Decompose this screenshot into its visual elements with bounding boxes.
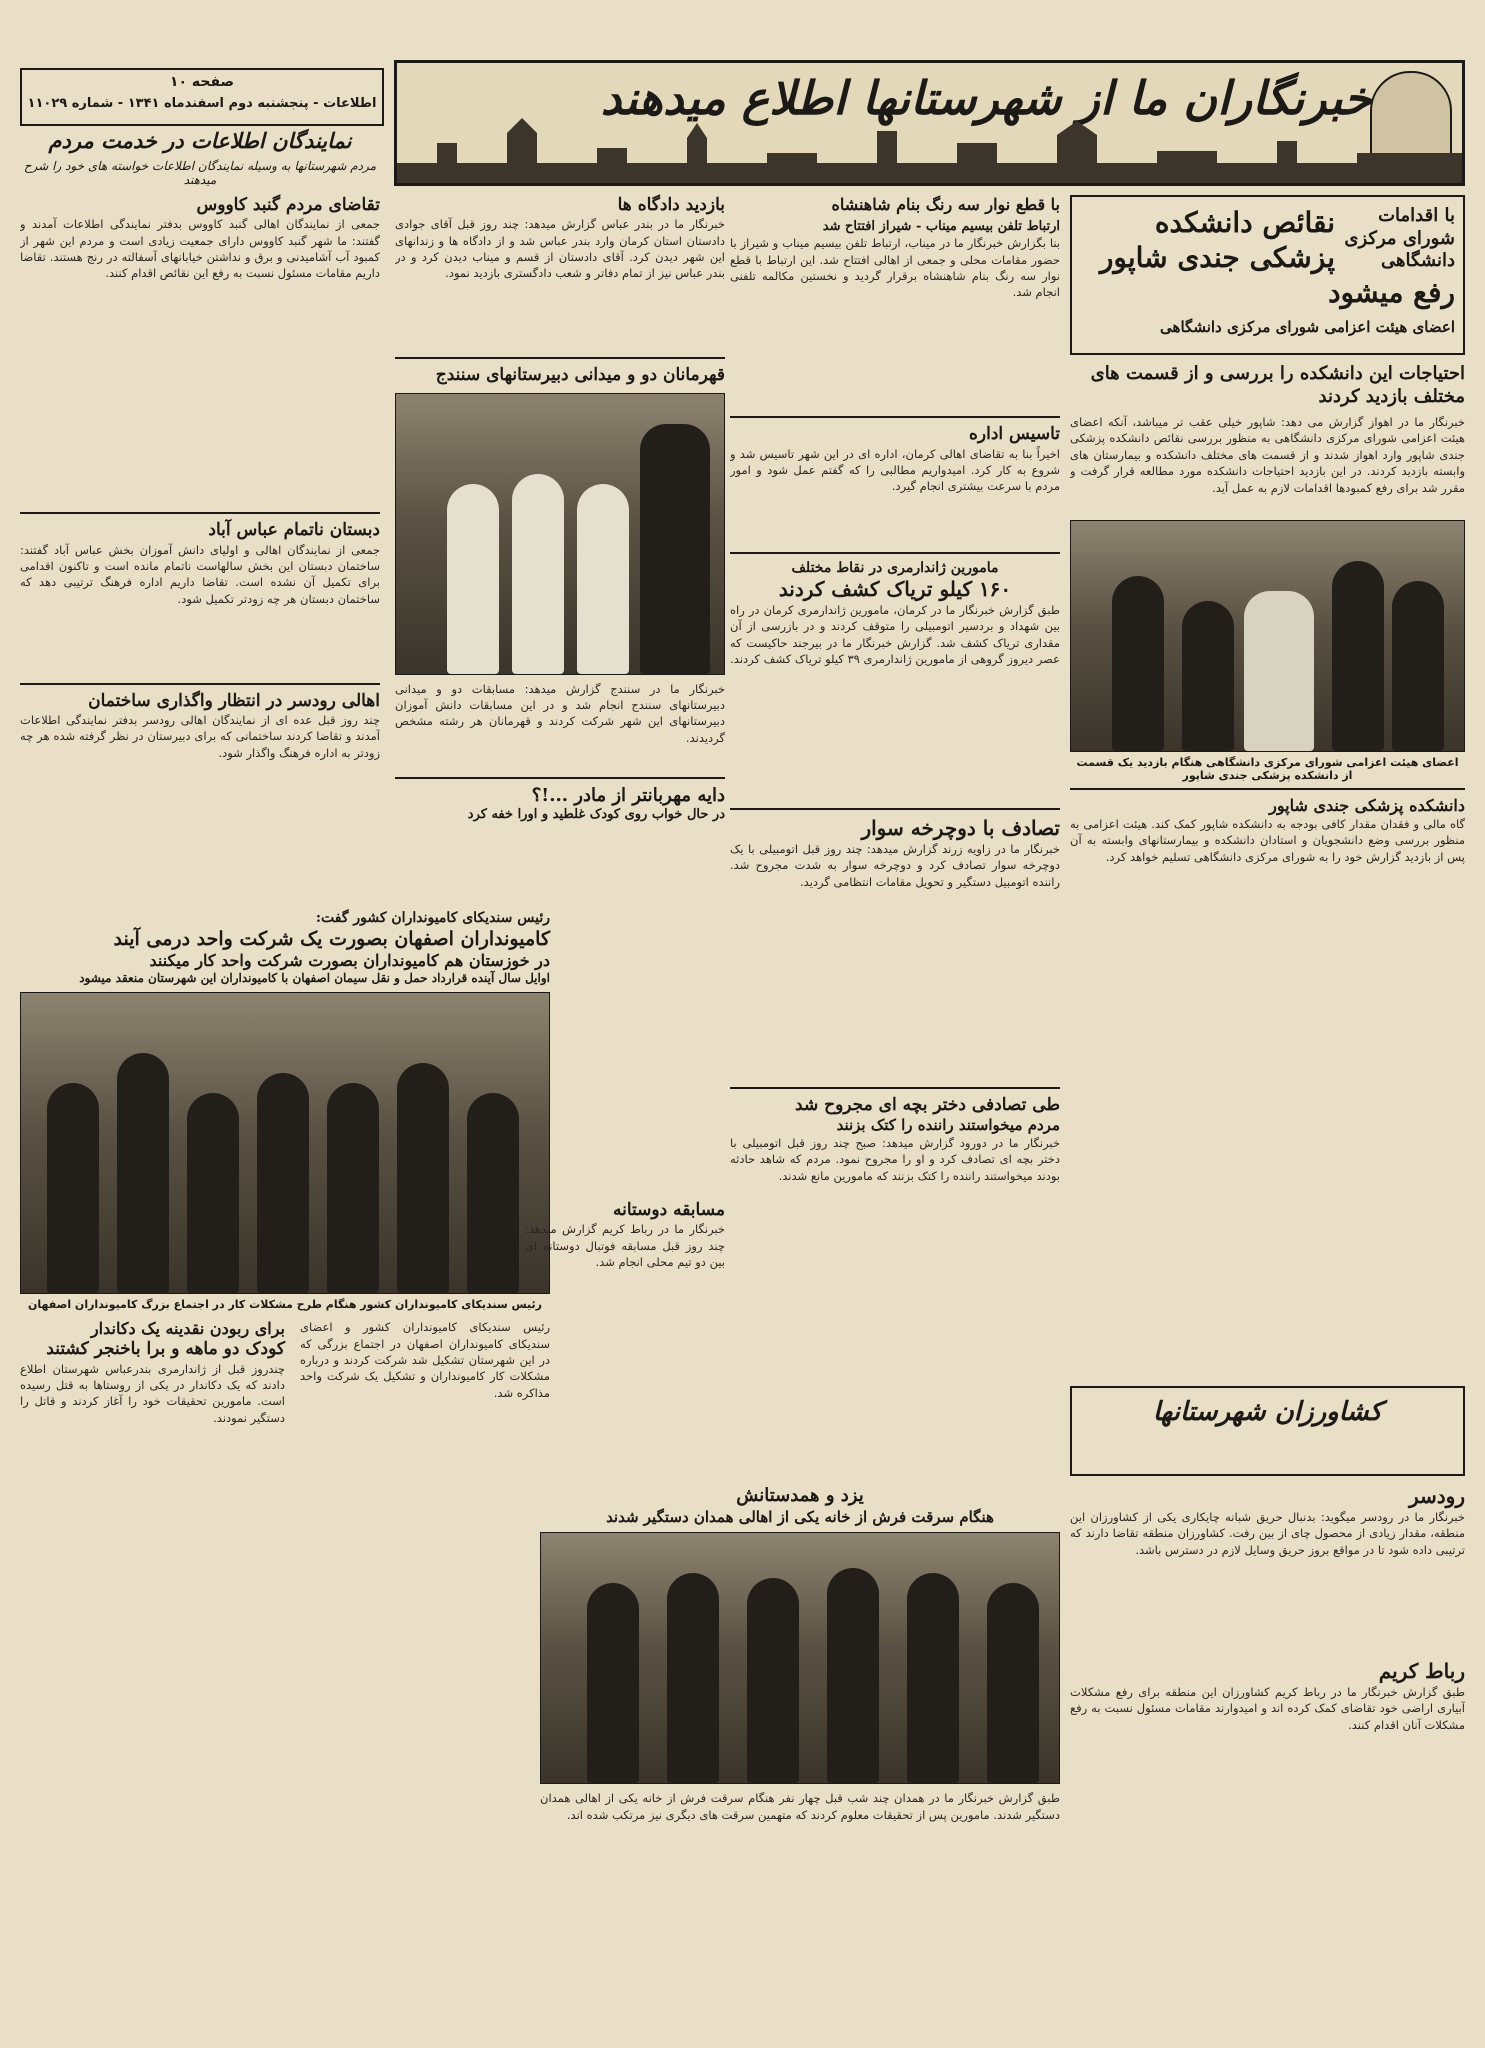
masthead-banner [394, 60, 1465, 186]
girl-headline: طی تصادفی دختر بچه ای مجروح شد [795, 1095, 1060, 1115]
gonbad-body: جمعی از نمایندگان اهالی گنبد کاووس بدفتر نمایندگی اطلاعات آمدند و گفتند: ما شهر گنبد کاووس دارای جمعیت زیادی است و مردم این شهر از کمبود آب آشامیدنی و برق و نداشتن خیابانهای آسفالته در رنج هستند. تقاضا داریم مقامات مسئول نسبت به رفع این نقائص اقدام کنند. [20, 217, 380, 281]
gendarmes-kicker: مامورین ژاندارمری در نقاط مختلف [791, 559, 999, 576]
yazd-body: طبق گزارش خبرنگار ما در همدان چند شب قبل چهار نفر هنگام سرقت فرش از خانه یکی از اهالی همدان دستگیر شدند. مامورین پس از تحقیقات معلوم کردند که متهمین سرقت های دیگری نیز مرتکب شده اند. [540, 1791, 1060, 1822]
truckers-photo [20, 992, 550, 1294]
reporters-title: نمایندگان اطلاعات در خدمت مردم [48, 128, 352, 153]
medical-body: گاه مالی و فقدان مقدار کافی بودجه به دانشکده شاپور کمک کند. هیئت اعزامی به منظور بررسی وضع دانشجویان و استادان دانشکده و بیمارستانهای وابسته به آن پس از بازدید گزارش خود را به شورای مرکزی دانشگاهی تسلیم خواهد کرد. [1070, 817, 1465, 864]
friendly-body: خبرنگار ما در رباط کریم گزارش میدهد: چند روز قبل مسابقه فوتبال دوستانه ای بین دو تیم محلی انجام شد. [525, 1222, 725, 1270]
page-label: صفحه ۱۰ [169, 74, 235, 90]
accident-body: خبرنگار ما در زاویه زرند گزارش میدهد: چند روز قبل اتومبیلی با یک دوچرخه سوار تصادف کرد و دوچرخه سوار به شدت مجروح شد. راننده اتومبیل دستگیر و تحویل مقامات انتظامی گردید. [730, 842, 1060, 889]
city-skyline-illustration [397, 113, 1462, 183]
farmers-box-title: کشاورزان شهرستانها [1152, 1397, 1383, 1427]
abbasabad-headline: دبستان ناتمام عباس آباد [208, 520, 380, 541]
truckers-body: رئیس سندیکای کامیونداران کشور و اعضای سندیکای کامیونداران اصفهان در اجتماع بزرگی که در این شهرستان تشکیل شد شرکت کردند و درباره مشکلات کار کامیونداران و تشکیل یک شرکت واحد مذاکره شد. [300, 1320, 550, 1400]
lead-headline: نقائص دانشکده پزشکی جندی شاپور رفع میشود [1099, 206, 1455, 309]
lead-photo [1070, 520, 1465, 752]
robbery-headline: کودک دو ماهه و برا باخنجر کشتند [46, 1339, 285, 1360]
truckers-story [20, 910, 550, 1809]
truckers-headline: کامیونداران اصفهان بصورت یک شرکت واحد درمی آیند [113, 927, 550, 950]
middle-right-column [730, 195, 1060, 1345]
lead-headline-box [1070, 195, 1465, 355]
truckers-kicker: رئیس سندیکای کامیونداران کشور گفت: [315, 910, 550, 926]
issue-line: اطلاعات - پنجشنبه دوم اسفندماه ۱۳۴۱ - شماره ۱۱۰۲۹ [27, 96, 377, 111]
yazd-photo [540, 1532, 1060, 1784]
friendly-story [525, 1200, 725, 1401]
lead-story [1070, 195, 1465, 1794]
visit-headline: بازدید دادگاه ها [617, 195, 725, 215]
sports-headline: قهرمانان دو و میدانی دبیرستانهای سنندج [435, 365, 725, 386]
rudsar-headline: اهالی رودسر در انتظار واگذاری ساختمان [88, 690, 380, 711]
abbasabad-body: جمعی از نمایندگان اهالی و اولیای دانش آموزان بخش عباس آباد گفتند: ساختمان دبستان این بخش سالهاست ناتمام مانده است و تاکنون اقدامی برای تکمیل آن نشده است. تقاضا داریم اداره فرهنگ ترتیبی دهد که ساختمان دبستان هر چه زودتر تکمیل شود. [20, 542, 380, 606]
medical-headline: دانشکده پزشکی جندی شاپور [1269, 796, 1465, 815]
reporters-subtitle: مردم شهرستانها به وسیله نمایندگان اطلاعات خواسته های خود را شرح میدهند [23, 159, 377, 187]
lead-body: خبرنگار ما در اهواز گزارش می دهد: شاپور خیلی عقب تر میباشد، آنکه اعضای هیئت اعزامی شورای مرکزی دانشگاهی به منظور بررسی نقائص دانشکده پزشکی جندی شاپور وارد اهواز شدند و از قسمت های مختلف دانشکده و بیمارستان های وابسته بازدید کردند. در این بازدید احتیاجات دانشکده مورد مطالعه قرار گرفت و مقرر شد برای رفع کمبودها اقدامات لازم به عمل آید. [1070, 415, 1465, 495]
robatkarim-headline: رباط کریم [1378, 1659, 1465, 1683]
girl-subheadline: مردم میخواستند راننده را کتک بزنند [836, 1116, 1060, 1135]
yazd-headline: یزد و همدستانش [736, 1485, 864, 1506]
truckers-photo-caption: رئیس سندیکای کامیونداران کشور هنگام طرح مشکلات کار در اجتماع بزرگ کامیونداران اصفهان [28, 1298, 542, 1312]
phone-headline: با قطع نوار سه رنگ بنام شاهنشاه [831, 195, 1060, 214]
rudsar-farm-headline: رودسر [1408, 1484, 1465, 1508]
phone-body: بنا بگزارش خبرنگار ما در میناب، ارتباط تلفن بیسیم میناب و شیراز با حضور مقامات محلی و جمعی از اهالی افتتاح شد. این ارتباط با قطع نوار سه رنگ بنام شاهنشاه برقرار گردید و نخستین مکالمه تلفنی انجام شد. [730, 236, 1060, 300]
gonbad-headline: تقاضای مردم گنبد کاووس [196, 195, 380, 215]
farmers-box [1070, 1386, 1465, 1476]
friendly-headline: مسابقه دوستانه [613, 1200, 725, 1220]
reporters-box [20, 128, 380, 188]
accident-headline: تصادف با دوچرخه سوار [861, 816, 1060, 840]
truckers-sub2: اوایل سال آینده قرارداد حمل و نقل سیمان اصفهان با کامیونداران این شهرستان منعقد میشود [79, 971, 550, 986]
middle-left-column [395, 195, 725, 993]
robbery-body: چندروز قبل از ژاندارمری بندرعباس شهرستان اطلاع دادند که یک دکاندار در یکی از روستاها به قتل رسیده است. مامورین تحقیقات خود را آغاز کردند و قاتل را دستگیر نمودند. [20, 1361, 285, 1425]
phone-subheadline: ارتباط تلفن بیسیم میناب - شیراز افتتاح شد [822, 219, 1060, 234]
rudsar-body: چند روز قبل عده ای از نمایندگان اهالی رودسر بدفتر نمایندگی اطلاعات آمدند و تقاضا کردند ساختمانی که برای دبیرستان در نظر گرفته شده هر چه زودتر به اداره فرهنگ واگذار شود. [20, 712, 380, 760]
organization-headline: تاسیس اداره [968, 424, 1060, 445]
robbery-story [20, 1319, 285, 1620]
robatkarim-body: طبق گزارش خبرنگار ما در رباط کریم کشاورزان این منطقه برای رفع مشکلات آبیاری اراضی خود تقاضای کمک کرده اند و امیدوارند مقامات مسئول نسبت به رفع مشکلات آنان اقدام کنند. [1070, 1685, 1465, 1732]
girl-body: خبرنگار ما در دورود گزارش میدهد: صبح چند روز قبل اتومبیلی با دختر بچه ای تصادف کرد و او را مجروح نمود. مردم که شاهد حادثه بودند میخواستند راننده را کتک بزنند که مامورین مانع شدند. [730, 1136, 1060, 1183]
visit-body: خبرنگار ما در بندر عباس گزارش میدهد: چند روز قبل آقای جوادی دادستان استان کرمان وارد بندر عباس شد و از دادگاه ها و زندانهای این شهر دیدن کرد. آقای دادستان از قسم و میناب دیدن کرد و در بندر عباس نیز از تمام دفاتر و شعب دادگستری بازدید نمود. [395, 217, 725, 281]
lead-banner: احتیاجات این دانشکده را بررسی و از قسمت های مختلف بازدید کردند [1090, 363, 1465, 407]
sports-team-photo [395, 393, 725, 675]
lead-subheadline: اعضای هیئت اعزامی شورای مرکزی دانشگاهی [1160, 318, 1455, 336]
nanny-subheadline: در حال خواب روی کودک غلطید و اورا خفه کرد [467, 807, 725, 822]
gendarmes-headline: ۱۶۰ کیلو تریاک کشف کردند [778, 577, 1012, 601]
yazd-story [540, 1485, 1060, 1940]
robbery-kicker: برای ربودن نقدینه یک دکاندار [90, 1319, 285, 1339]
organization-body: اخیراً بنا به تقاضای اهالی کرمان، اداره ای در این شهر تاسیس شد و شروع به کار کرد. امیدواریم مطالبی را که گفتم عمل شود و امور مردم با سرعت بیشتری انجام گیرد. [730, 446, 1060, 494]
rudsar-farm-body: خبرنگار ما در رودسر میگوید: بدنبال حریق شبانه چایکاری یکی از کشاورزان این منطقه، مقدار زیادی از محصول چای از بین رفت. کشاورزان منطقه تقاضا دارند که ترتیبی داده شود تا در مواقع بروز حریق وسایل لازم در دسترس باشد. [1070, 1510, 1465, 1557]
yazd-subheadline: هنگام سرقت فرش از خانه یکی از اهالی همدان دستگیر شدند [606, 1507, 994, 1526]
issue-info-box [20, 68, 384, 126]
left-column [20, 195, 380, 857]
lead-photo-caption: اعضای هیئت اعزامی شورای مرکزی دانشگاهی هنگام بازدید یک قسمت از دانشکده پزشکی جندی شاپور [1076, 756, 1459, 782]
page-header [20, 20, 1465, 187]
nanny-headline: دایه مهربانتر از مادر ...!؟ [531, 784, 725, 806]
truckers-sub1: در خوزستان هم کامیونداران بصورت شرکت واحد کار میکنند [149, 951, 550, 971]
newspaper-page [20, 20, 1465, 2030]
sports-body: خبرنگار ما در سنندج گزارش میدهد: مسابقات دو و میدانی دبیرستانهای سنندج انجام شد و در این مسابقات دانش آموزان دبیرستانهای این شهر شرکت کردند و قهرمانان هر رشته مشخص گردیدند. [395, 681, 725, 745]
lead-kicker: با اقدامات شورای مرکزی دانشگاهی [1344, 205, 1455, 271]
gendarmes-body: طبق گزارش خبرنگار ما در کرمان، مامورین ژاندارمری کرمان در راه بین شهداد و بردسیر اتومبیلی را متوقف کردند و در بازرسی از آن مقداری تریاک کشف شد. گزارش خبرنگار ما در بیرجند حاکیست که عصر دیروز گروهی از مامورین ژاندارمری ۳۹ کیلو تریاک کشف کردند. [730, 603, 1060, 667]
masthead-title: خبرنگاران ما از شهرستانها اطلاع میدهند [600, 71, 1372, 125]
